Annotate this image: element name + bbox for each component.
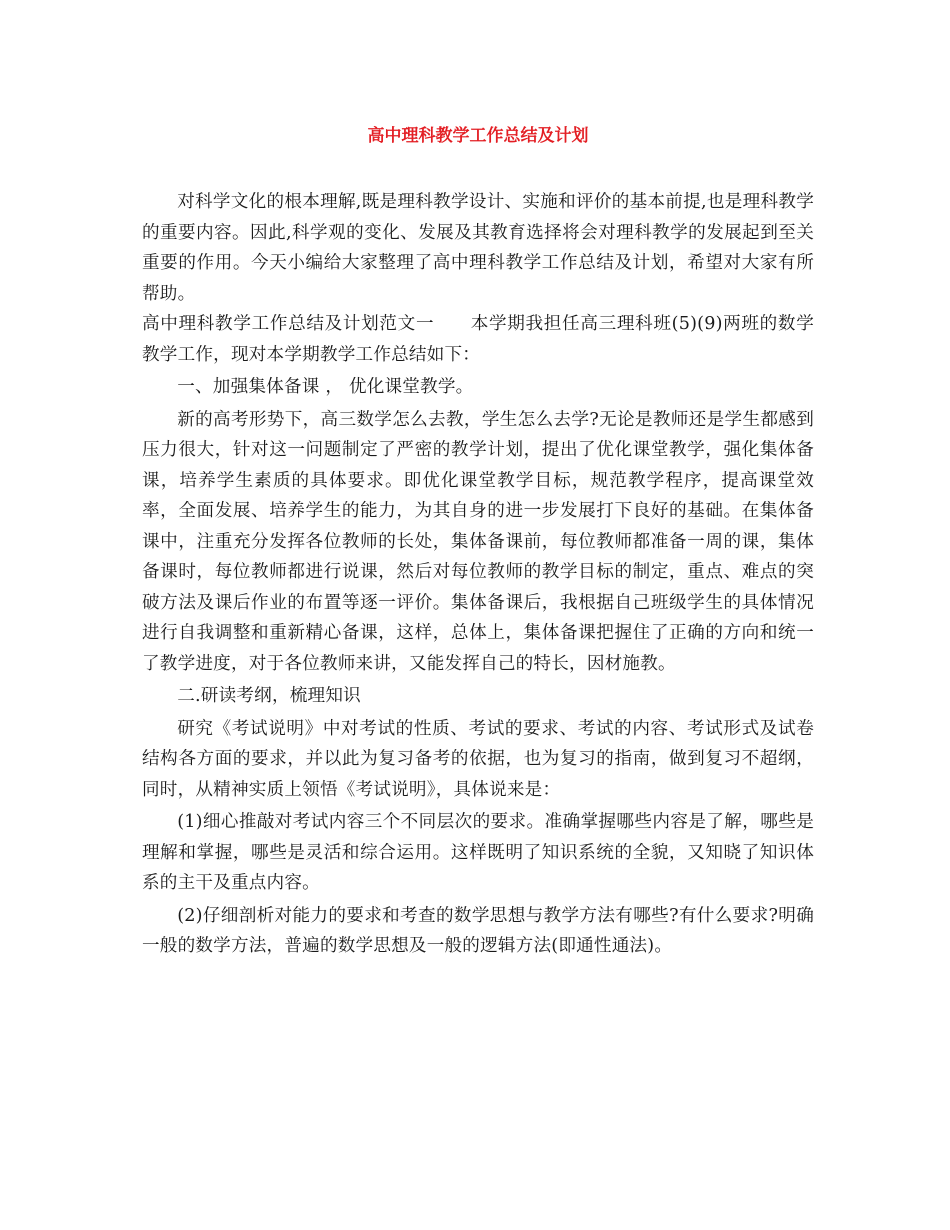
section-heading-1: 一、加强集体备课 ， 优化课堂教学。 (177, 377, 474, 397)
sample-heading-paragraph: 高中理科教学工作总结及计划范文一 本学期我担任高三理科班(5)(9)两班的数学教学工作，现对本学期教学工作总结如下： (142, 314, 814, 365)
list-item-2: (2)仔细剖析对能力的要求和考查的数学思想与教学方法有哪些?有什么要求?明确一般的数学方法，普遍的数学思想及一般的逻辑方法(即通性通法)。 (142, 905, 814, 956)
body-paragraph-2: 研究《考试说明》中对考试的性质、考试的要求、考试的内容、考试形式及试卷结构各方面的要求，并以此为复习备考的依据，也为复习的指南，做到复习不超纲，同时，从精神实质上领悟《考试说明》，具体说来是： (142, 718, 814, 800)
section-heading-2: 二.研读考纲，梳理知识 (177, 686, 361, 706)
intro-paragraph: 对科学文化的根本理解,既是理科教学设计、实施和评价的基本前提,也是理科教学的重要内容。因此,科学观的变化、发展及其教育选择将会对理科教学的发展起到至关重要的作用。今天小编给大家整理了高中理科教学工作总结及计划，希望对大家有所帮助。 (142, 192, 814, 304)
document-title: 高中理科教学工作总结及计划 (367, 126, 589, 146)
list-item-1: (1)细心推敲对考试内容三个不同层次的要求。准确掌握哪些内容是了解，哪些是理解和掌握，哪些是灵活和综合运用。这样既明了知识系统的全貌，又知晓了知识体系的主干及重点内容。 (142, 812, 814, 893)
body-paragraph-1: 新的高考形势下，高三数学怎么去教，学生怎么去学?无论是教师还是学生都感到压力很大，针对这一问题制定了严密的教学计划，提出了优化课堂教学，强化集体备课，培养学生素质的具体要求。即优化课堂教学目标，规范教学程序，提高课堂效率，全面发展、培养学生的能力，为其自身的进一步发展打下良好的基础。在集体备课中，注重充分发挥各位教师的长处，集体备课前，每位教师都准备一周的课，集体备课时，每位教师都进行说课，然后对每位教师的教学目标的制定，重点、难点的突破方法及课后作业的布置等逐一评价。集体备课后，我根据自己班级学生的具体情况进行自我调整和重新精心备课，这样，总体上，集体备课把握住了正确的方向和统一了教学进度，对于各位教师来讲，又能发挥自己的特长，因材施教。 (142, 409, 814, 674)
document-body (142, 187, 814, 962)
